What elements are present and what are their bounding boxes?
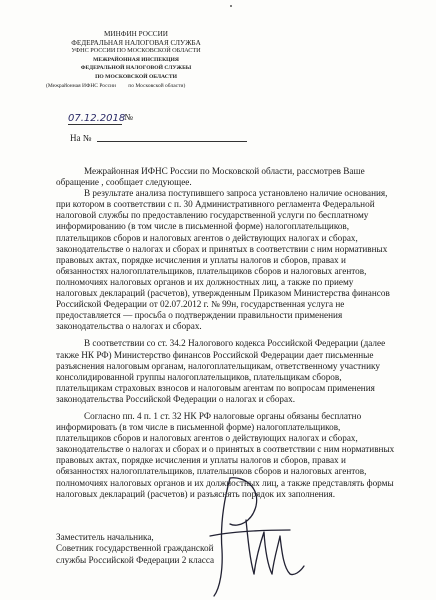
body-line: также НК РФ) Министерство финансов Российской Федерации дает письменные [56, 349, 374, 360]
signer-rank-2: службы Российской Федерации 2 класса [56, 554, 215, 565]
body-line: плательщиков сборов и налоговых агентов о действующих налогах и сборах, [56, 232, 358, 243]
date-handwritten: 07.12.2018 [68, 113, 126, 124]
letterhead-ministry: МИНФИН РОССИИ [104, 30, 168, 38]
body-line: налоговых деклараций (расчетов) и разъяснять порядок их заполнения. [56, 488, 336, 499]
body-line: законодательстве о налогах и сборах и принятых в соответствии с ним нормативных [56, 243, 388, 254]
paragraph-minfin [56, 338, 396, 405]
reference-underline [97, 141, 247, 142]
body-line: В результате анализа поступившего запроса установлено наличие основания, [84, 188, 388, 199]
letterhead-inspection-2: ФЕДЕРАЛЬНОЙ НАЛОГОВОЙ СЛУЖБЫ [80, 65, 192, 72]
signer-title: Заместитель начальника, [56, 532, 154, 542]
body-line: законодательстве о налогах и сборах и о принятых в соответствии с ним нормативных [56, 444, 395, 455]
body-line: при котором в соответствии с п. 30 Административного регламента Федеральной [56, 199, 375, 210]
letter-body [56, 166, 396, 500]
handwritten-signature [190, 470, 310, 600]
body-line: информировать (в том числе в письменной форме) налогоплательщиков, [56, 422, 341, 433]
body-line: правовых актах, порядке исчисления и уплаты налогов и сборов, правах и [56, 254, 346, 265]
body-line: Российской Федерации от 02.07.2012 г. № 99н, государственная услуга не [56, 299, 345, 310]
body-line: разъяснения налоговым органам, налогоплательщикам, ответственному участнику [56, 360, 380, 371]
paragraph-analysis [56, 188, 396, 332]
body-line: консолидированной группы налогоплательщиков, плательщикам сборов, [56, 371, 342, 382]
body-line: обязанностях налогоплательщиков, плательщиков сборов и налоговых агентов, [56, 265, 367, 276]
body-line: плательщиков сборов и налоговых агентов о действующих налогах и сборах, [56, 433, 358, 444]
reference-label: На № [70, 133, 92, 143]
body-line: законодательства Российской Федерации о налогах и сборах. [56, 393, 295, 404]
body-line: обращение , сообщает следующее. [56, 177, 192, 188]
signer-rank-1: Советник государственной гражданской [56, 543, 214, 554]
letterhead-ufns: УФНС РОССИИ ПО МОСКОВСКОЙ ОБЛАСТИ [71, 47, 201, 55]
body-line: Согласно пп. 4 п. 1 ст. 32 НК РФ налоговые органы обязаны бесплатно [84, 410, 362, 421]
scan-speck [230, 5, 232, 7]
body-line: обязанностях налогоплательщиков, плательщиков сборов и налоговых агентов, [56, 466, 367, 477]
body-line: В соответствии со ст. 34.2 Налогового кодекса Российской Федерации (далее [84, 338, 386, 349]
letterhead-service: ФЕДЕРАЛЬНАЯ НАЛОГОВАЯ СЛУЖБА [71, 38, 201, 47]
letterhead [46, 30, 226, 90]
date-underline [68, 113, 126, 125]
body-line: плательщикам страховых взносов и налоговым агентам по вопросам применения [56, 382, 375, 393]
body-line: предоставляется — просьба о подтверждении правильности применения [56, 310, 343, 321]
paragraph-intro [56, 166, 396, 188]
letterhead-inspection-3: ПО МОСКОВСКОЙ ОБЛАСТИ [95, 73, 177, 80]
body-line: налоговых деклараций (расчетов), утвержденным Приказом Министерства финансов [56, 288, 390, 299]
body-line: правовых актах, порядке исчисления и уплаты налогов и сборов, правах и [56, 455, 346, 466]
body-line: Межрайонная ИФНС России по Московской области, рассмотрев Ваше [84, 166, 365, 176]
body-line: законодательства о налогах и сборах. [56, 321, 202, 332]
date-field [68, 112, 133, 125]
reference-field [70, 133, 247, 143]
letterhead-inspection-1: МЕЖРАЙОННАЯ ИНСПЕКЦИЯ [93, 56, 179, 63]
letterhead-short-name: (Межрайонная ИФНС России по Московской области) [46, 82, 186, 89]
body-line: информированию (в том числе в письменной форме) налогоплательщиков, [56, 221, 350, 232]
body-line: налоговой службы по предоставлению государственной услуги по бесплатному [56, 210, 369, 221]
body-line: полномочиях налоговых органов и их должностных лиц, а также представлять формы [56, 477, 394, 488]
number-sign: № [124, 112, 133, 122]
body-line: полномочиях налоговых органов и их должностных лиц, а также по приему [56, 276, 354, 287]
